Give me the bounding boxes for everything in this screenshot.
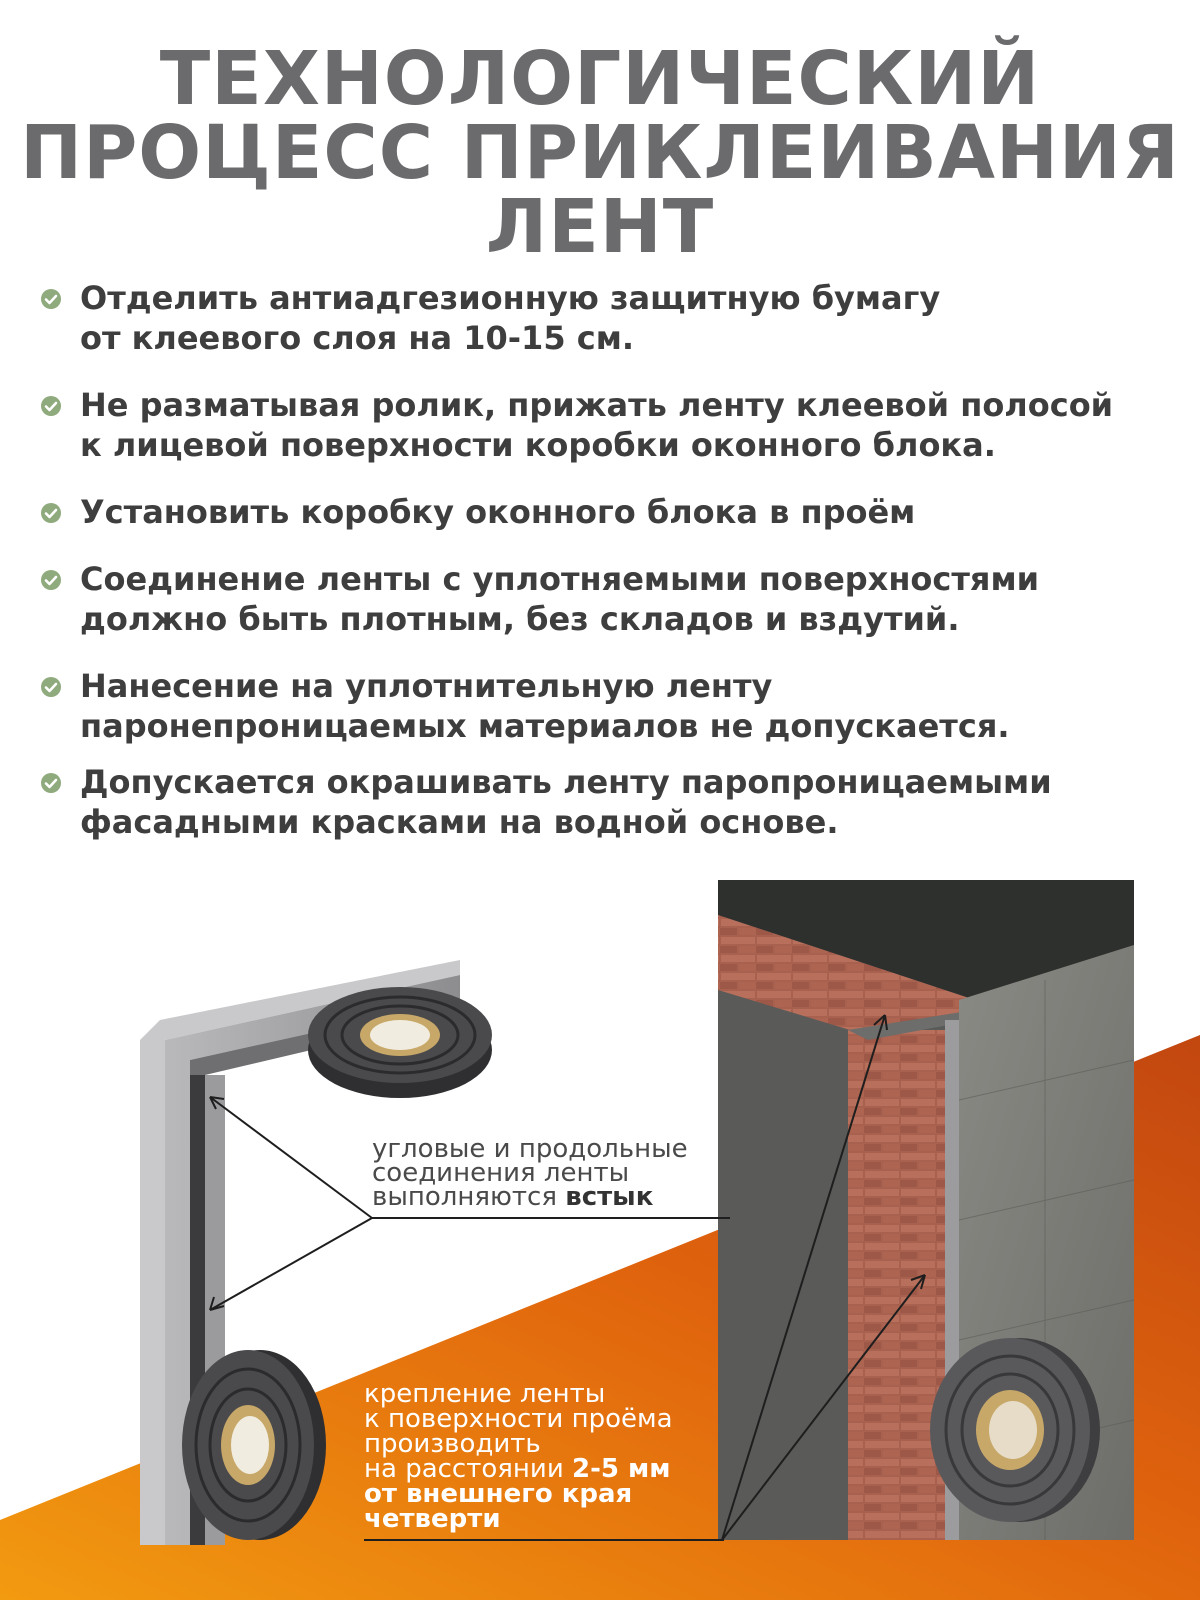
tape-roll-top: [308, 987, 492, 1098]
step-item: [40, 666, 1190, 746]
annotation-line: к поверхности проёма: [364, 1404, 673, 1434]
annotation-text: на расстоянии: [364, 1454, 572, 1484]
annotation-emphasis: от внешнего края: [364, 1479, 633, 1509]
annotation-mounting: [364, 1379, 673, 1534]
annotation-line: [372, 1182, 688, 1212]
check-circle-icon: [40, 502, 62, 524]
step-text: Установить коробку оконного блока в проём: [80, 493, 916, 531]
step-text: Отделить антиадгезионную защитную бумагу: [80, 279, 941, 317]
step-item: [40, 278, 1190, 358]
annotation-joints: [372, 1134, 688, 1212]
step-text: от клеевого слоя на 10-15 см.: [80, 319, 634, 357]
underline-mounting: [364, 1539, 724, 1541]
step-text: должно быть плотным, без складов и вздутий.: [80, 600, 960, 638]
underline-joints: [372, 1217, 730, 1219]
annotation-line: угловые и продольные: [372, 1134, 688, 1164]
annotation-emphasis: четверти: [364, 1504, 501, 1534]
step-text: Не разматывая ролик, прижать ленту клеевой полосой: [80, 386, 1114, 424]
step-text: к лицевой поверхности коробки оконного блока.: [80, 426, 996, 464]
page-title: [0, 36, 1200, 270]
title-line: ТЕХНОЛОГИЧЕСКИЙ: [159, 36, 1041, 122]
annotation-text: выполняются: [372, 1182, 566, 1212]
step-item: [40, 559, 1190, 639]
pointer-lines-joints: [210, 1097, 372, 1310]
check-circle-icon: [40, 676, 62, 698]
tape-roll-bottom: [182, 1350, 326, 1540]
title-line: ПРОЦЕСС ПРИКЛЕИВАНИЯ: [20, 110, 1180, 196]
step-text: паронепроницаемых материалов не допускается.: [80, 707, 1010, 745]
check-circle-icon: [40, 395, 62, 417]
step-text: фасадными красками на водной основе.: [80, 803, 839, 841]
tape-roll-right: [930, 1338, 1100, 1522]
check-circle-icon: [40, 288, 62, 310]
step-item: [40, 385, 1190, 465]
check-circle-icon: [40, 569, 62, 591]
annotation-emphasis: встык: [565, 1182, 654, 1212]
annotation-line: соединения ленты: [372, 1158, 630, 1188]
annotation-line: [364, 1504, 673, 1534]
check-circle-icon: [40, 772, 62, 794]
annotation-line: крепление ленты: [364, 1379, 606, 1409]
steps-list: [40, 278, 1190, 842]
title-line: ЛЕНТ: [485, 184, 715, 270]
step-item: [40, 492, 1190, 532]
annotation-line: производить: [364, 1429, 541, 1459]
step-text: Нанесение на уплотнительную ленту: [80, 667, 773, 705]
step-text: Соединение ленты с уплотняемыми поверхностями: [80, 560, 1040, 598]
step-item: [40, 762, 1190, 842]
annotation-emphasis: 2-5 мм: [571, 1454, 671, 1484]
step-text: Допускается окрашивать ленту паропроницаемыми: [80, 763, 1052, 801]
